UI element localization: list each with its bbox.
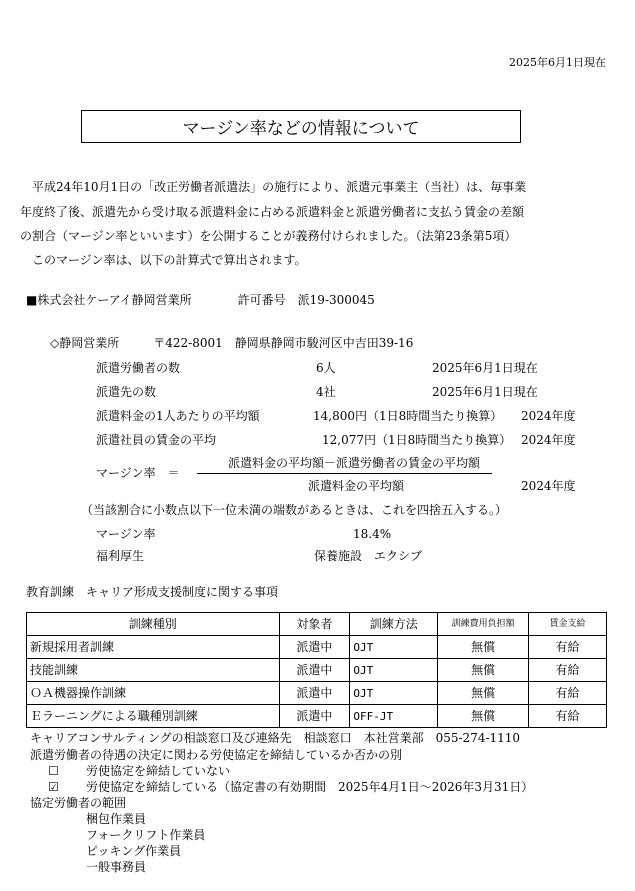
cell-cost: 無償	[438, 682, 529, 705]
date-line: 2025年6月1日現在	[509, 56, 606, 69]
fraction-line	[197, 473, 492, 474]
stat-value-avg-wage: 12,077円（1日8時間当たり換算）	[322, 433, 512, 447]
intro-line-1: 平成24年10月1日の「改正労働者派遣法」の施行により、派遣元事業主（当社）は、毎事業	[20, 180, 527, 194]
cell-method: OJT	[350, 659, 438, 682]
cell-cost: 無償	[438, 636, 529, 659]
cell-method: OFF-JT	[350, 705, 438, 728]
cell-type: ＯＡ機器操作訓練	[27, 682, 280, 705]
training-table	[26, 612, 607, 728]
cell-pay: 有給	[529, 659, 607, 682]
cell-cost: 無償	[438, 705, 529, 728]
scope-heading: 協定労働者の範囲	[30, 796, 127, 810]
table-header-row	[27, 613, 607, 636]
page-title: マージン率などの情報について	[81, 110, 521, 143]
scope-item: 梱包作業員	[86, 812, 147, 826]
margin-label: マージン率	[96, 527, 156, 541]
cell-target: 派遣中	[279, 705, 350, 728]
welfare-value: 保養施設 エクシブ	[314, 549, 423, 563]
header-method: 訓練方法	[350, 613, 438, 636]
rounding-note: （当該割合に小数点以下一位未満の端数があるときは、これを四捨五入する。）	[81, 503, 508, 517]
header-pay: 賃金支給	[529, 613, 607, 636]
intro-line-2: 年度終了後、派遣先から受け取る派遣料金に占める派遣料金と派遣労働者に支払う賃金の差額	[20, 205, 525, 219]
scope-item: ピッキング作業員	[86, 844, 182, 858]
cell-method: OJT	[350, 682, 438, 705]
cell-method: OJT	[350, 636, 438, 659]
header-cost: 訓練費用負担額	[438, 613, 529, 636]
agreement-option-no: 労使協定を締結していない	[86, 764, 231, 778]
stat-label: 派遣料金の1人あたりの平均額	[96, 409, 260, 423]
stat-value-avg-fee: 14,800円（1日8時間当たり換算）	[313, 409, 503, 423]
stat-row-avg-fee	[96, 410, 260, 422]
office-name: ◇静岡営業所	[50, 336, 120, 350]
agreement-option-yes: 労使協定を締結している（協定書の有効期間 2025年4月1日～2026年3月31日）	[86, 780, 534, 794]
unchecked-box-icon[interactable]: ☐	[48, 764, 59, 778]
formula-label: マージン率 ＝	[96, 466, 180, 480]
intro-line-4: このマージン率は、以下の計算式で算出されます。	[20, 253, 307, 267]
stat-label: 派遣社員の賃金の平均	[96, 433, 217, 447]
formula-year: 2024年度	[521, 479, 576, 493]
table-row	[27, 705, 607, 728]
cell-cost: 無償	[438, 659, 529, 682]
cell-type: Ｅラーニングによる職種別訓練	[27, 705, 280, 728]
stat-value-workers: 6人	[316, 361, 336, 375]
cell-target: 派遣中	[279, 682, 350, 705]
formula-denominator: 派遣料金の平均額	[308, 479, 405, 493]
table-row	[27, 636, 607, 659]
cell-target: 派遣中	[279, 636, 350, 659]
header-target: 対象者	[279, 613, 350, 636]
agreement-question: 派遣労働者の待遇の決定に関わる労使協定を締結しているか否かの別	[30, 748, 403, 762]
cell-type: 新規採用者訓練	[27, 636, 280, 659]
stat-date-clients: 2025年6月1日現在	[432, 385, 538, 399]
header-training-type: 訓練種別	[27, 613, 280, 636]
stat-year-avg-fee: 2024年度	[521, 409, 576, 423]
permit-number: 許可番号 派19-300045	[237, 293, 375, 307]
consultation-line: キャリアコンサルティングの相談窓口及び連絡先 相談窓口 本社営業部 055-274-1110	[30, 731, 521, 745]
stat-row-avg-wage	[96, 434, 216, 446]
office-line	[50, 337, 413, 349]
stat-year-avg-wage: 2024年度	[521, 433, 576, 447]
stat-label: 派遣労働者の数	[96, 361, 181, 375]
table-row	[27, 682, 607, 705]
office-postal: 〒422-8001	[153, 336, 223, 350]
formula-numerator: 派遣料金の平均額－派遣労働者の賃金の平均額	[228, 456, 481, 470]
company-name: ■株式会社ケーアイ静岡営業所	[26, 293, 192, 307]
cell-pay: 有給	[529, 682, 607, 705]
training-heading: 教育訓練 キャリア形成支援制度に関する事項	[26, 585, 279, 599]
stat-value-clients: 4社	[316, 385, 336, 399]
stat-row-workers	[96, 362, 180, 374]
company-line	[26, 294, 375, 306]
intro-line-3: の割合（マージン率といいます）を公開することが義務付けられました。（法第23条第5項）	[20, 229, 517, 243]
scope-item: 一般事務員	[86, 860, 147, 874]
cell-type: 技能訓練	[27, 659, 280, 682]
cell-pay: 有給	[529, 705, 607, 728]
margin-value: 18.4%	[353, 527, 392, 541]
cell-pay: 有給	[529, 636, 607, 659]
welfare-label: 福利厚生	[96, 549, 145, 563]
stat-date-workers: 2025年6月1日現在	[432, 361, 538, 375]
cell-target: 派遣中	[279, 659, 350, 682]
stat-label: 派遣先の数	[96, 385, 157, 399]
office-address: 静岡県静岡市駿河区中吉田39-16	[234, 336, 414, 350]
checked-box-icon[interactable]: ☑	[48, 780, 59, 794]
stat-row-clients	[96, 386, 156, 398]
table-row	[27, 659, 607, 682]
scope-item: フォークリフト作業員	[86, 828, 206, 842]
